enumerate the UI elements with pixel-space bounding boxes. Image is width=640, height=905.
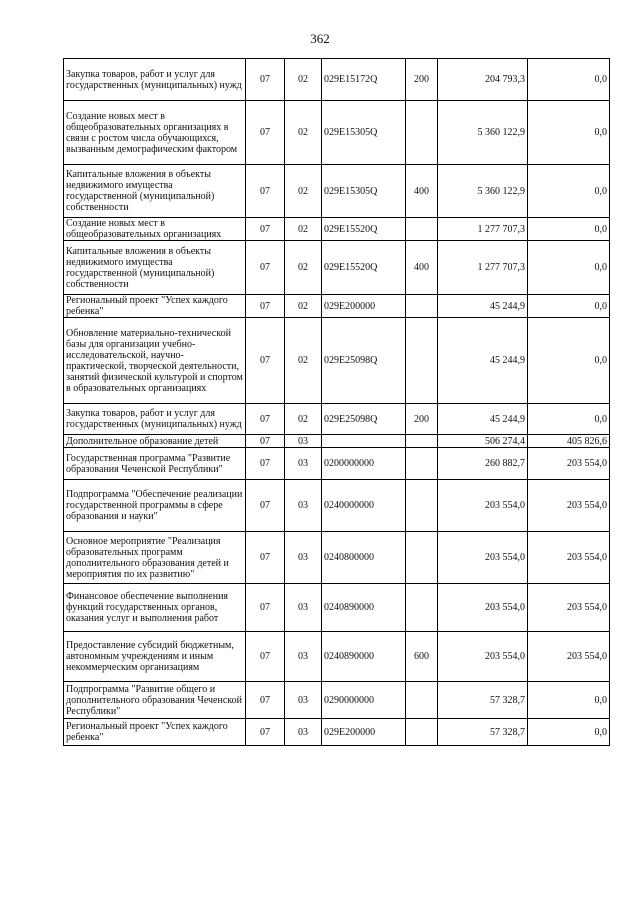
row-subsection: 02: [285, 295, 322, 318]
row-amount-1: 57 328,7: [438, 682, 528, 719]
table-row: [64, 101, 610, 165]
table-row: [64, 59, 610, 101]
table-row: [64, 532, 610, 584]
row-subsection: 02: [285, 241, 322, 295]
row-amount-1: 45 244,9: [438, 318, 528, 404]
row-code: 029E15305Q: [322, 165, 406, 218]
row-expense-type: [406, 532, 438, 584]
row-amount-1: 1 277 707,3: [438, 218, 528, 241]
table-row: [64, 241, 610, 295]
row-amount-1: 204 793,3: [438, 59, 528, 101]
row-section: 07: [246, 101, 285, 165]
row-subsection: 03: [285, 632, 322, 682]
row-section: 07: [246, 584, 285, 632]
row-name: Создание новых мест в общеобразовательных организациях: [64, 218, 246, 241]
row-code: 029E200000: [322, 719, 406, 746]
row-amount-2: 0,0: [528, 719, 610, 746]
row-name: Обновление материально-технической базы для организации учебно-исследовательской, научно-практической, творческой деятельности, занятий физической культурой и спортом в образовательных организациях: [64, 318, 246, 404]
row-amount-2: 0,0: [528, 165, 610, 218]
row-amount-2: 0,0: [528, 295, 610, 318]
row-amount-2: 0,0: [528, 218, 610, 241]
row-section: 07: [246, 241, 285, 295]
table-row: [64, 480, 610, 532]
row-amount-2: 203 554,0: [528, 532, 610, 584]
row-code: 029E200000: [322, 295, 406, 318]
row-code: 0290000000: [322, 682, 406, 719]
row-section: 07: [246, 632, 285, 682]
row-section: 07: [246, 404, 285, 435]
row-amount-1: 506 274,4: [438, 435, 528, 448]
row-name: Региональный проект "Успех каждого ребенка": [64, 719, 246, 746]
row-name: Закупка товаров, работ и услуг для государственных (муниципальных) нужд: [64, 404, 246, 435]
budget-table: [63, 58, 610, 746]
row-subsection: 02: [285, 318, 322, 404]
row-name: Создание новых мест в общеобразовательных организациях в связи с ростом числа обучающихся, вызванным демографическим фактором: [64, 101, 246, 165]
row-amount-1: 45 244,9: [438, 295, 528, 318]
row-expense-type: [406, 682, 438, 719]
row-name: Капитальные вложения в объекты недвижимого имущества государственной (муниципальной) собственности: [64, 241, 246, 295]
row-expense-type: [406, 295, 438, 318]
row-amount-1: 57 328,7: [438, 719, 528, 746]
row-amount-2: 203 554,0: [528, 480, 610, 532]
table-row: [64, 404, 610, 435]
row-expense-type: [406, 584, 438, 632]
row-code: 0240890000: [322, 584, 406, 632]
row-amount-2: 203 554,0: [528, 448, 610, 480]
row-section: 07: [246, 532, 285, 584]
row-section: 07: [246, 435, 285, 448]
row-subsection: 02: [285, 59, 322, 101]
row-amount-1: 203 554,0: [438, 584, 528, 632]
row-section: 07: [246, 719, 285, 746]
row-code: 0200000000: [322, 448, 406, 480]
row-expense-type: 600: [406, 632, 438, 682]
row-amount-2: 203 554,0: [528, 584, 610, 632]
row-name: Подпрограмма "Обеспечение реализации государственной программы в сфере образования и науки": [64, 480, 246, 532]
table-row: [64, 584, 610, 632]
row-expense-type: 400: [406, 165, 438, 218]
table-row: [64, 435, 610, 448]
row-amount-2: 0,0: [528, 241, 610, 295]
row-amount-1: 45 244,9: [438, 404, 528, 435]
row-name: Закупка товаров, работ и услуг для государственных (муниципальных) нужд: [64, 59, 246, 101]
row-name: Подпрограмма "Развитие общего и дополнительного образования Чеченской Республики": [64, 682, 246, 719]
table-row: [64, 719, 610, 746]
row-subsection: 02: [285, 101, 322, 165]
row-amount-1: 5 360 122,9: [438, 101, 528, 165]
row-section: 07: [246, 165, 285, 218]
row-amount-2: 0,0: [528, 101, 610, 165]
row-expense-type: [406, 218, 438, 241]
table-row: [64, 295, 610, 318]
row-section: 07: [246, 448, 285, 480]
row-section: 07: [246, 295, 285, 318]
row-subsection: 02: [285, 404, 322, 435]
row-subsection: 03: [285, 532, 322, 584]
row-code: 029E15520Q: [322, 218, 406, 241]
table-row: [64, 165, 610, 218]
row-amount-1: 260 882,7: [438, 448, 528, 480]
row-name: Финансовое обеспечение выполнения функций государственных органов, оказания услуг и выполнения работ: [64, 584, 246, 632]
row-amount-1: 203 554,0: [438, 532, 528, 584]
row-code: 029E15172Q: [322, 59, 406, 101]
table-row: [64, 682, 610, 719]
row-expense-type: [406, 318, 438, 404]
row-amount-1: 203 554,0: [438, 632, 528, 682]
budget-table-body: [64, 59, 610, 746]
row-subsection: 03: [285, 480, 322, 532]
row-code: 029E15305Q: [322, 101, 406, 165]
row-amount-1: 5 360 122,9: [438, 165, 528, 218]
row-name: Государственная программа "Развитие образования Чеченской Республики": [64, 448, 246, 480]
row-expense-type: [406, 719, 438, 746]
row-section: 07: [246, 480, 285, 532]
row-code: 029E15520Q: [322, 241, 406, 295]
row-amount-2: 0,0: [528, 404, 610, 435]
row-code: 0240800000: [322, 532, 406, 584]
row-subsection: 03: [285, 435, 322, 448]
table-row: [64, 632, 610, 682]
table-row: [64, 318, 610, 404]
row-expense-type: [406, 480, 438, 532]
row-amount-2: 0,0: [528, 59, 610, 101]
row-expense-type: [406, 448, 438, 480]
row-section: 07: [246, 682, 285, 719]
row-section: 07: [246, 59, 285, 101]
row-code: 029E25098Q: [322, 318, 406, 404]
table-row: [64, 218, 610, 241]
row-amount-2: 0,0: [528, 682, 610, 719]
row-name: Капитальные вложения в объекты недвижимого имущества государственной (муниципальной) собственности: [64, 165, 246, 218]
row-name: Региональный проект "Успех каждого ребенка": [64, 295, 246, 318]
row-amount-2: 405 826,6: [528, 435, 610, 448]
row-expense-type: 200: [406, 59, 438, 101]
row-expense-type: 400: [406, 241, 438, 295]
row-code: [322, 435, 406, 448]
row-name: Дополнительное образование детей: [64, 435, 246, 448]
row-section: 07: [246, 218, 285, 241]
row-code: 029E25098Q: [322, 404, 406, 435]
row-amount-1: 203 554,0: [438, 480, 528, 532]
row-name: Основное мероприятие "Реализация образовательных программ дополнительного образования детей и мероприятия по их развитию": [64, 532, 246, 584]
row-name: Предоставление субсидий бюджетным, автономным учреждениям и иным некоммерческим организациям: [64, 632, 246, 682]
table-row: [64, 448, 610, 480]
row-expense-type: [406, 435, 438, 448]
row-subsection: 02: [285, 165, 322, 218]
row-subsection: 03: [285, 719, 322, 746]
row-subsection: 03: [285, 448, 322, 480]
row-expense-type: 200: [406, 404, 438, 435]
row-amount-2: 0,0: [528, 318, 610, 404]
row-amount-2: 203 554,0: [528, 632, 610, 682]
row-expense-type: [406, 101, 438, 165]
row-code: 0240890000: [322, 632, 406, 682]
row-amount-1: 1 277 707,3: [438, 241, 528, 295]
row-section: 07: [246, 318, 285, 404]
row-subsection: 02: [285, 218, 322, 241]
page-number: 362: [310, 31, 330, 46]
row-subsection: 03: [285, 584, 322, 632]
row-code: 0240000000: [322, 480, 406, 532]
row-subsection: 03: [285, 682, 322, 719]
